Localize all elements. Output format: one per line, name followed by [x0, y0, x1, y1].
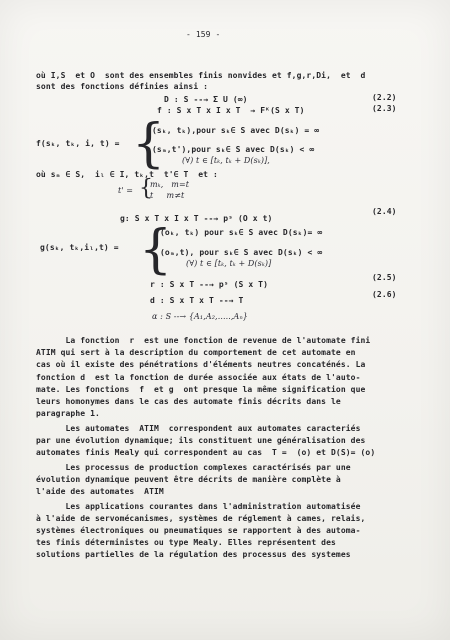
g-definition-case-2: (oₘ,t), pour sₖ∈ S avec D(sₖ) < ∞	[160, 248, 323, 257]
intro-line-1: où I,S et O sont des ensembles finis nonvides et f,g,r,Di, et d	[36, 71, 366, 80]
tprime-definition-symbol: t' =	[118, 186, 134, 195]
g-definition-lhs: g(sₖ, tₖ,iₗ,t) =	[40, 243, 119, 252]
tprime-brace: {	[139, 176, 153, 201]
paragraph-line: fonction d est la fonction de durée associée aux états de l'auto-	[36, 373, 361, 382]
equation-2-2: D : S --→ Σ U (∞)	[164, 95, 248, 104]
equation-2-4: g: S x T x I x T --→ pˢ (O x t)	[120, 214, 273, 223]
paragraph-line: systèmes électroniques ou pneumatiques se rapportent à des automa-	[36, 526, 361, 535]
f-definition-case-2: (sₘ,t'),pour sₖ∈ S avec D(sₖ) < ∞	[152, 145, 315, 154]
equation-2-3: f : S x T x I x T → Fᴷ(S x T)	[157, 106, 305, 115]
paragraph-line: ATIM qui sert à la description du comportement de cet automate en	[36, 348, 356, 357]
f-definition-brace: {	[132, 114, 166, 174]
paragraph-line: tes finis déterministes ou type Mealy. Elles représentent des	[36, 538, 336, 547]
equation-number-2-6: (2.6)	[372, 290, 397, 299]
where-clause: où sₘ ∈ S, iₗ ∈ I, tₖ,t t'∈ T et :	[36, 170, 218, 179]
equation-number-2-2: (2.2)	[372, 93, 397, 102]
paragraph-line: automates finis Mealy qui correspondent au cas T = (o) et D(S)= (o)	[36, 448, 376, 457]
paragraph-line: mate. Les fonctions f et g ont presque la même signification que	[36, 385, 366, 394]
paragraph-line: Les applications courantes dans l'administration automatisée	[36, 502, 361, 511]
paragraph-line: La fonction r est une fonction de revenue de l'automate fini	[36, 336, 371, 345]
equation-number-2-3: (2.3)	[372, 104, 397, 113]
f-definition-lhs: f(sₖ, tₖ, i, t) =	[36, 139, 120, 148]
paragraph-line: par une évolution dynamique; ils constituent une généralisation des	[36, 436, 366, 445]
paragraph-line: leurs homonymes dans le cas des automate finis décrits dans le	[36, 397, 341, 406]
paragraph-line: Les processus de production complexes caractérisés par une	[36, 463, 351, 472]
page-number: - 159 -	[186, 30, 221, 39]
g-definition-case-1: (oₖ, tₖ) pour sₖ∈ S avec D(sₖ)= ∞	[160, 228, 323, 237]
equation-2-6: d : S x T x T --→ T	[150, 296, 244, 305]
equation-2-5: r : S x T --→ pˢ (S x T)	[150, 280, 268, 289]
f-definition-case-2-condition: (∀) t ∈ [tₖ, tₖ + D(sₖ)],	[182, 156, 270, 165]
paragraph-line: à l'aide de servomécanismes, systèmes de réglement à cames, relais,	[36, 514, 366, 523]
equation-alpha: α : S --→ {A₁,A₂,.....,Aₙ}	[152, 312, 248, 321]
f-definition-case-1: (sₖ, tₖ),pour sₖ∈ S avec D(sₖ) = ∞	[152, 126, 320, 135]
paragraph-line: Les automates ATIM correspondent aux automates caracteriés	[36, 424, 361, 433]
g-definition-brace: {	[139, 220, 173, 280]
tprime-case-1: mₖ, m=t	[150, 180, 190, 189]
equation-number-2-4: (2.4)	[372, 207, 397, 216]
paragraph-line: paragraphe 1.	[36, 409, 100, 418]
paragraph-line: évolution dynamique peuvent être décrits de manière complète à	[36, 475, 341, 484]
paragraph-line: solutions partielles de la régulation des processus des systemes	[36, 550, 351, 559]
equation-number-2-5: (2.5)	[372, 273, 397, 282]
tprime-case-2: t m≠t	[150, 191, 185, 200]
paragraph-line: cas où il existe des pénétrations d'éléments neutres concaténés. La	[36, 360, 366, 369]
g-definition-case-2-condition: (∀) t ∈ [tₖ, tₖ + D(sₖ)]	[186, 259, 272, 268]
paragraph-line: l'aide des automates ATIM	[36, 487, 164, 496]
intro-line-2: sont des fonctions définies ainsi :	[36, 82, 209, 91]
